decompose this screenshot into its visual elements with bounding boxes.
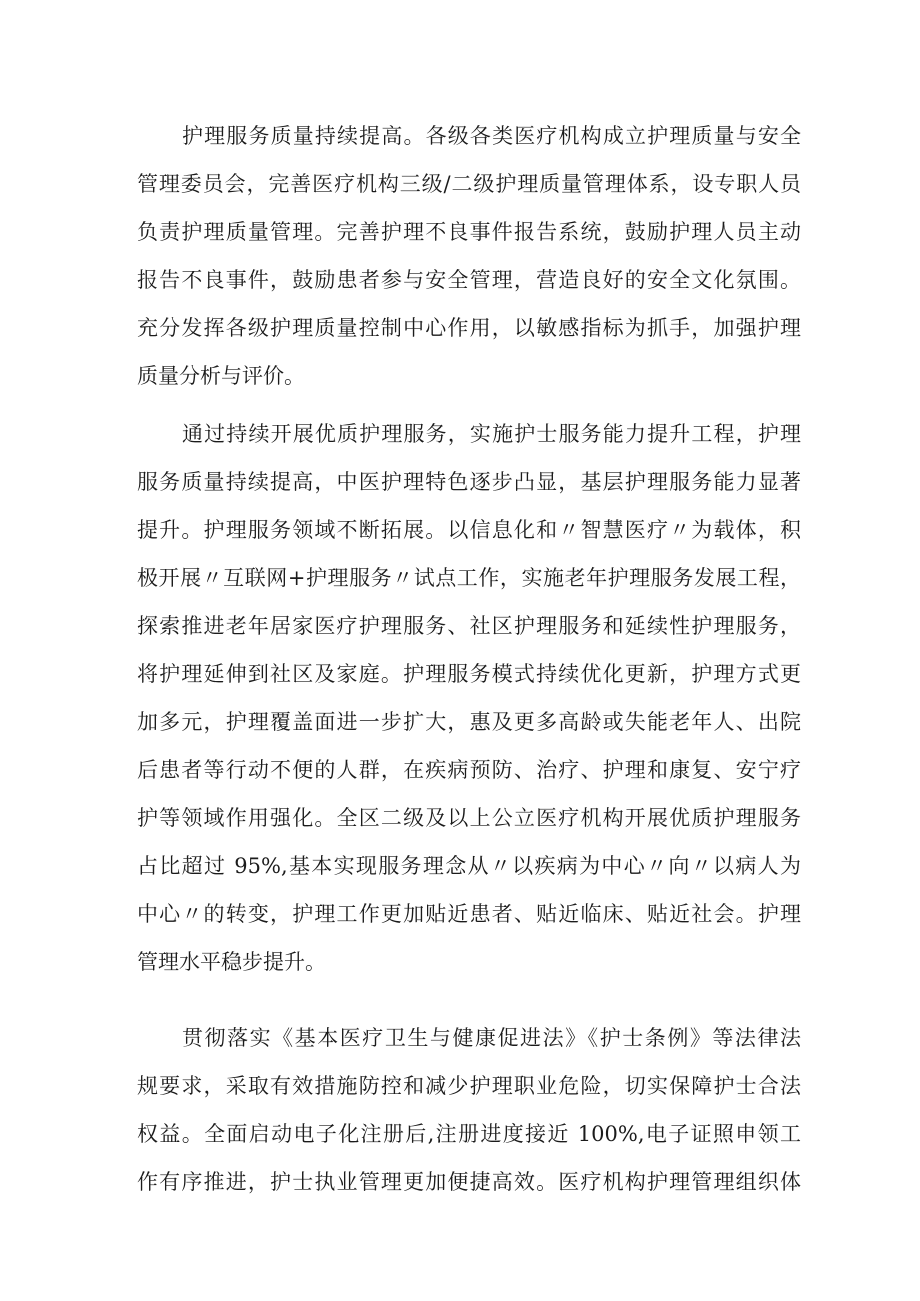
text-line: 报告不良事件，鼓励患者参与安全管理，营造良好的安全文化氛围。	[137, 268, 801, 292]
text-line: 管理水平稳步提升。	[137, 950, 326, 974]
text-line: 探索推进老年居家医疗护理服务、社区护理服务和延续性护理服务，	[137, 614, 801, 638]
text-line: 管理委员会，完善医疗机构三级/二级护理质量管理体系，设专职人员	[137, 172, 801, 196]
text-line: 护理服务质量持续提高。各级各类医疗机构成立护理质量与安全	[182, 124, 801, 148]
paragraph-nursing-quality	[137, 112, 801, 400]
text-line: 通过持续开展优质护理服务，实施护士服务能力提升工程，护理	[182, 422, 801, 446]
text-line: 极开展〃互联网+护理服务〃试点工作，实施老年护理服务发展工程，	[137, 566, 801, 590]
text-line: 服务质量持续提高，中医护理特色逐步凸显，基层护理服务能力显著	[137, 470, 801, 494]
text-line: 负责护理质量管理。完善护理不良事件报告系统，鼓励护理人员主动	[137, 220, 801, 244]
text-line: 充分发挥各级护理质量控制中心作用，以敏感指标为抓手，加强护理	[137, 316, 801, 340]
text-line: 加多元，护理覆盖面进一步扩大，惠及更多高龄或失能老年人、出院	[137, 710, 801, 734]
text-line: 权益。全面启动电子化注册后,注册进度接近 100%,电子证照申领工	[137, 1122, 801, 1146]
text-line: 占比超过 95%,基本实现服务理念从〃以疾病为中心〃向〃以病人为	[137, 854, 801, 878]
text-line: 提升。护理服务领域不断拓展。以信息化和〃智慧医疗〃为载体，积	[137, 518, 801, 542]
text-line: 中心〃的转变，护理工作更加贴近患者、贴近临床、贴近社会。护理	[137, 902, 801, 926]
text-line: 贯彻落实《基本医疗卫生与健康促进法》《护士条例》等法律法	[182, 1026, 801, 1050]
paragraph-legal-rights	[137, 1014, 801, 1206]
paragraph-quality-service	[137, 410, 801, 986]
text-line: 后患者等行动不便的人群，在疾病预防、治疗、护理和康复、安宁疗	[137, 758, 801, 782]
text-line: 作有序推进，护士执业管理更加便捷高效。医疗机构护理管理组织体	[137, 1170, 801, 1194]
text-line: 护等领域作用强化。全区二级及以上公立医疗机构开展优质护理服务	[137, 806, 801, 830]
text-line: 规要求，采取有效措施防控和减少护理职业危险，切实保障护士合法	[137, 1074, 801, 1098]
document-page	[137, 112, 801, 1206]
text-line: 质量分析与评价。	[137, 364, 305, 388]
text-line: 将护理延伸到社区及家庭。护理服务模式持续优化更新，护理方式更	[137, 662, 801, 686]
